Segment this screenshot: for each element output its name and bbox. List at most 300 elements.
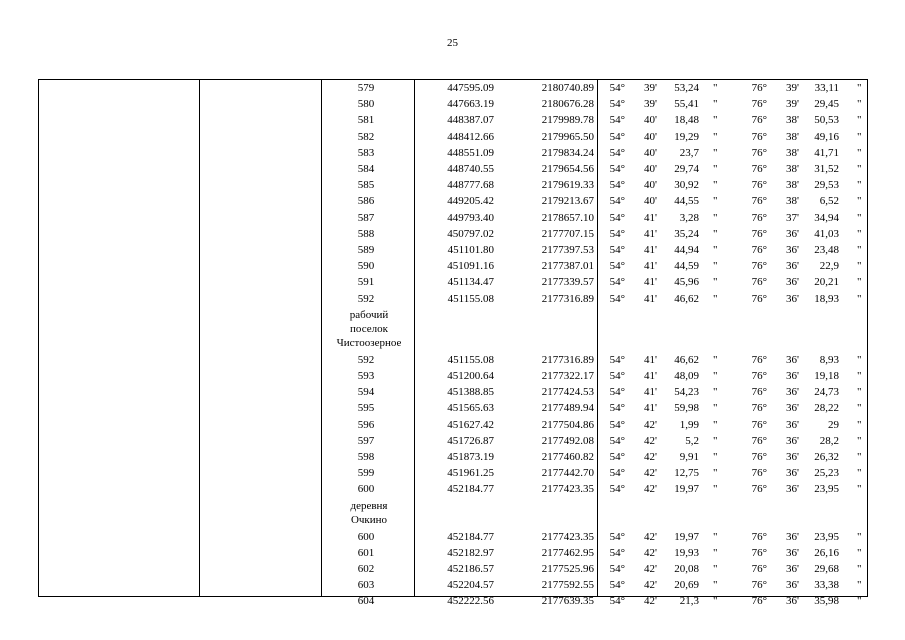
coordinates-table xyxy=(38,79,868,608)
coord-x: 451101.80 xyxy=(447,244,494,256)
latitude-seconds-mark: " xyxy=(713,563,718,575)
latitude-seconds: 19,97 xyxy=(674,483,699,496)
latitude-minutes: 40' xyxy=(644,195,657,208)
longitude-seconds-mark: " xyxy=(857,146,862,159)
longitude-minutes: 38' xyxy=(786,114,799,127)
latitude-seconds-mark: " xyxy=(713,98,718,111)
longitude-minutes: 36' xyxy=(786,467,799,480)
table-row xyxy=(39,161,867,177)
longitude-seconds-mark: " xyxy=(857,260,862,273)
latitude-degrees: 54° xyxy=(609,244,625,256)
latitude-seconds: 45,96 xyxy=(674,276,699,289)
longitude-minutes: 36' xyxy=(786,434,799,447)
longitude-degrees: 76° xyxy=(751,563,767,575)
coord-y: 2178657.10 xyxy=(541,211,594,224)
latitude-minutes: 42' xyxy=(644,579,657,592)
longitude-seconds-mark: " xyxy=(857,530,862,543)
table-row xyxy=(39,417,867,433)
latitude-seconds: 5,2 xyxy=(685,434,699,447)
point-number: 604 xyxy=(357,595,375,608)
latitude-minutes: 42' xyxy=(644,451,657,463)
table-row xyxy=(39,291,867,307)
longitude-degrees: 76° xyxy=(751,386,767,399)
longitude-seconds-mark: " xyxy=(857,467,862,480)
latitude-minutes: 41' xyxy=(644,260,657,273)
longitude-seconds: 19,18 xyxy=(814,370,839,382)
table-row xyxy=(39,433,867,449)
point-number: 595 xyxy=(357,402,375,415)
longitude-minutes: 39' xyxy=(786,82,799,94)
coord-x: 448387.07 xyxy=(447,114,494,127)
longitude-degrees: 76° xyxy=(751,260,767,273)
latitude-seconds-mark: " xyxy=(713,163,718,175)
coord-y: 2179654.56 xyxy=(541,163,594,175)
latitude-seconds-mark: " xyxy=(713,370,718,382)
latitude-seconds: 46,62 xyxy=(674,353,699,366)
coord-x: 452182.97 xyxy=(447,546,494,559)
longitude-seconds: 29,45 xyxy=(814,98,839,111)
table-row xyxy=(39,96,867,112)
longitude-degrees: 76° xyxy=(751,451,767,463)
coord-y: 2177460.82 xyxy=(541,451,594,463)
coord-y: 2179213.67 xyxy=(541,195,594,208)
latitude-degrees: 54° xyxy=(609,402,625,415)
latitude-degrees: 54° xyxy=(609,483,625,496)
latitude-seconds: 53,24 xyxy=(674,82,699,94)
longitude-seconds: 41,71 xyxy=(814,146,839,159)
longitude-seconds-mark: " xyxy=(857,418,862,431)
coord-x: 452186.57 xyxy=(447,563,494,575)
longitude-seconds: 23,95 xyxy=(814,530,839,543)
longitude-seconds-mark: " xyxy=(857,179,862,192)
latitude-degrees: 54° xyxy=(609,195,625,208)
coord-x: 448551.09 xyxy=(447,146,494,159)
latitude-seconds: 20,69 xyxy=(674,579,699,592)
point-number: 596 xyxy=(357,418,375,431)
longitude-seconds: 29,68 xyxy=(814,563,839,575)
coord-y: 2177387.01 xyxy=(541,260,594,273)
coord-x: 451873.19 xyxy=(447,451,494,463)
latitude-minutes: 39' xyxy=(644,98,657,111)
latitude-degrees: 54° xyxy=(609,579,625,592)
longitude-seconds: 26,16 xyxy=(814,546,839,559)
latitude-degrees: 54° xyxy=(609,530,625,543)
longitude-seconds: 35,98 xyxy=(814,595,839,608)
longitude-degrees: 76° xyxy=(751,244,767,256)
latitude-seconds-mark: " xyxy=(713,244,718,256)
table-row xyxy=(39,352,867,368)
page-number: 25 xyxy=(447,37,458,49)
point-number: 582 xyxy=(357,130,375,143)
latitude-seconds: 12,75 xyxy=(674,467,699,480)
longitude-seconds-mark: " xyxy=(857,370,862,382)
point-number: 600 xyxy=(357,483,375,496)
longitude-seconds-mark: " xyxy=(857,434,862,447)
coord-x: 451134.47 xyxy=(447,276,494,289)
latitude-seconds: 19,97 xyxy=(674,530,699,543)
latitude-degrees: 54° xyxy=(609,211,625,224)
longitude-seconds-mark: " xyxy=(857,130,862,143)
latitude-seconds-mark: " xyxy=(713,211,718,224)
table-row xyxy=(39,529,867,545)
table-row xyxy=(39,449,867,465)
longitude-seconds: 25,23 xyxy=(814,467,839,480)
coord-y: 2180676.28 xyxy=(541,98,594,111)
latitude-degrees: 54° xyxy=(609,146,625,159)
longitude-minutes: 36' xyxy=(786,370,799,382)
latitude-degrees: 54° xyxy=(609,260,625,273)
longitude-seconds: 20,21 xyxy=(814,276,839,289)
coord-y: 2177639.35 xyxy=(541,595,594,608)
coord-y: 2177462.95 xyxy=(541,546,594,559)
latitude-minutes: 41' xyxy=(644,292,657,305)
table-row xyxy=(39,465,867,481)
longitude-degrees: 76° xyxy=(751,276,767,289)
longitude-degrees: 76° xyxy=(751,418,767,431)
settlement-label-line: Чистоозерное xyxy=(336,336,402,349)
coord-x: 449205.42 xyxy=(447,195,494,208)
table-row xyxy=(39,129,867,145)
latitude-degrees: 54° xyxy=(609,546,625,559)
coord-y: 2177504.86 xyxy=(541,418,594,431)
longitude-degrees: 76° xyxy=(751,370,767,382)
coord-y: 2177316.89 xyxy=(541,353,594,366)
point-number: 588 xyxy=(357,227,375,240)
latitude-minutes: 40' xyxy=(644,130,657,143)
latitude-minutes: 42' xyxy=(644,434,657,447)
latitude-degrees: 54° xyxy=(609,179,625,192)
longitude-minutes: 36' xyxy=(786,244,799,256)
latitude-seconds-mark: " xyxy=(713,434,718,447)
longitude-degrees: 76° xyxy=(751,402,767,415)
longitude-degrees: 76° xyxy=(751,179,767,192)
coord-x: 451565.63 xyxy=(447,402,494,415)
latitude-minutes: 40' xyxy=(644,163,657,175)
longitude-degrees: 76° xyxy=(751,467,767,480)
latitude-seconds-mark: " xyxy=(713,195,718,208)
latitude-degrees: 54° xyxy=(609,467,625,480)
coord-y: 2180740.89 xyxy=(541,82,594,94)
latitude-seconds: 19,29 xyxy=(674,130,699,143)
longitude-seconds-mark: " xyxy=(857,227,862,240)
latitude-minutes: 41' xyxy=(644,276,657,289)
table-row xyxy=(39,226,867,242)
longitude-seconds: 49,16 xyxy=(814,130,839,143)
coord-x: 451961.25 xyxy=(447,467,494,480)
latitude-minutes: 41' xyxy=(644,227,657,240)
point-number: 583 xyxy=(357,146,375,159)
coord-y: 2179989.78 xyxy=(541,114,594,127)
latitude-degrees: 54° xyxy=(609,563,625,575)
point-number: 598 xyxy=(357,451,375,463)
latitude-seconds: 30,92 xyxy=(674,179,699,192)
longitude-seconds: 26,32 xyxy=(814,451,839,463)
point-number: 602 xyxy=(357,563,375,575)
coord-y: 2179619.33 xyxy=(541,179,594,192)
latitude-minutes: 42' xyxy=(644,546,657,559)
coord-x: 447595.09 xyxy=(447,82,494,94)
longitude-seconds: 28,2 xyxy=(819,434,839,447)
latitude-seconds-mark: " xyxy=(713,353,718,366)
table-row xyxy=(39,193,867,209)
latitude-seconds: 18,48 xyxy=(674,114,699,127)
point-number: 600 xyxy=(357,530,375,543)
point-number: 601 xyxy=(357,546,375,559)
longitude-minutes: 36' xyxy=(786,530,799,543)
longitude-seconds-mark: " xyxy=(857,386,862,399)
latitude-seconds: 3,28 xyxy=(679,211,699,224)
longitude-degrees: 76° xyxy=(751,353,767,366)
latitude-seconds-mark: " xyxy=(713,467,718,480)
latitude-seconds-mark: " xyxy=(713,530,718,543)
point-number: 590 xyxy=(357,260,375,273)
coord-y: 2177525.96 xyxy=(541,563,594,575)
longitude-seconds: 8,93 xyxy=(819,353,839,366)
coord-y: 2177489.94 xyxy=(541,402,594,415)
coord-x: 452184.77 xyxy=(447,530,494,543)
latitude-seconds: 54,23 xyxy=(674,386,699,399)
settlement-label-line: Очкино xyxy=(350,513,388,526)
longitude-seconds-mark: " xyxy=(857,353,862,366)
point-number: 580 xyxy=(357,98,375,111)
coord-x: 452204.57 xyxy=(447,579,494,592)
latitude-minutes: 42' xyxy=(644,595,657,608)
latitude-seconds-mark: " xyxy=(713,82,718,94)
latitude-degrees: 54° xyxy=(609,98,625,111)
latitude-minutes: 42' xyxy=(644,467,657,480)
longitude-seconds: 31,52 xyxy=(814,163,839,175)
longitude-degrees: 76° xyxy=(751,227,767,240)
latitude-seconds: 59,98 xyxy=(674,402,699,415)
latitude-degrees: 54° xyxy=(609,418,625,431)
coord-y: 2177397.53 xyxy=(541,244,594,256)
longitude-seconds: 18,93 xyxy=(814,292,839,305)
longitude-degrees: 76° xyxy=(751,579,767,592)
point-number: 597 xyxy=(357,434,375,447)
latitude-minutes: 41' xyxy=(644,370,657,382)
table-row xyxy=(39,545,867,561)
coord-y: 2177424.53 xyxy=(541,386,594,399)
coord-y: 2177592.55 xyxy=(541,579,594,592)
longitude-minutes: 38' xyxy=(786,146,799,159)
longitude-seconds: 23,48 xyxy=(814,244,839,256)
point-number: 594 xyxy=(357,386,375,399)
coord-x: 451091.16 xyxy=(447,260,494,273)
longitude-degrees: 76° xyxy=(751,530,767,543)
latitude-seconds-mark: " xyxy=(713,386,718,399)
settlement-label-line: рабочий xyxy=(349,308,389,321)
coord-x: 448740.55 xyxy=(447,163,494,175)
table-row xyxy=(39,400,867,416)
longitude-minutes: 38' xyxy=(786,163,799,175)
point-number: 591 xyxy=(357,276,375,289)
latitude-minutes: 41' xyxy=(644,386,657,399)
latitude-seconds: 48,09 xyxy=(674,370,699,382)
longitude-minutes: 38' xyxy=(786,179,799,192)
coord-x: 451388.85 xyxy=(447,386,494,399)
longitude-degrees: 76° xyxy=(751,114,767,127)
longitude-minutes: 36' xyxy=(786,418,799,431)
table-row xyxy=(39,80,867,96)
point-number: 581 xyxy=(357,114,375,127)
latitude-seconds-mark: " xyxy=(713,130,718,143)
longitude-minutes: 36' xyxy=(786,546,799,559)
longitude-seconds: 6,52 xyxy=(819,195,839,208)
coord-y: 2177316.89 xyxy=(541,292,594,305)
coord-x: 447663.19 xyxy=(447,98,494,111)
longitude-seconds: 29,53 xyxy=(814,179,839,192)
coord-x: 451155.08 xyxy=(447,353,494,366)
latitude-seconds: 55,41 xyxy=(674,98,699,111)
latitude-seconds: 35,24 xyxy=(674,227,699,240)
point-number: 586 xyxy=(357,195,375,208)
latitude-seconds-mark: " xyxy=(713,483,718,496)
table-row xyxy=(39,593,867,609)
latitude-degrees: 54° xyxy=(609,130,625,143)
longitude-minutes: 36' xyxy=(786,353,799,366)
longitude-minutes: 36' xyxy=(786,483,799,496)
latitude-seconds: 19,93 xyxy=(674,546,699,559)
coord-x: 452184.77 xyxy=(447,483,494,496)
coord-y: 2177423.35 xyxy=(541,530,594,543)
longitude-degrees: 76° xyxy=(751,130,767,143)
longitude-seconds: 23,95 xyxy=(814,483,839,496)
longitude-seconds-mark: " xyxy=(857,114,862,127)
coord-y: 2177707.15 xyxy=(541,227,594,240)
coord-x: 452222.56 xyxy=(447,595,494,608)
point-number: 603 xyxy=(357,579,375,592)
latitude-seconds-mark: " xyxy=(713,260,718,273)
coord-y: 2177492.08 xyxy=(541,434,594,447)
longitude-seconds-mark: " xyxy=(857,163,862,175)
longitude-degrees: 76° xyxy=(751,211,767,224)
longitude-degrees: 76° xyxy=(751,292,767,305)
longitude-seconds-mark: " xyxy=(857,195,862,208)
latitude-degrees: 54° xyxy=(609,434,625,447)
table-row xyxy=(39,145,867,161)
coord-x: 449793.40 xyxy=(447,211,494,224)
latitude-seconds-mark: " xyxy=(713,418,718,431)
longitude-minutes: 36' xyxy=(786,227,799,240)
longitude-seconds-mark: " xyxy=(857,402,862,415)
longitude-minutes: 36' xyxy=(786,276,799,289)
latitude-minutes: 40' xyxy=(644,179,657,192)
latitude-seconds-mark: " xyxy=(713,546,718,559)
latitude-seconds: 21,3 xyxy=(679,595,699,608)
latitude-degrees: 54° xyxy=(609,353,625,366)
latitude-seconds-mark: " xyxy=(713,179,718,192)
coord-x: 451200.64 xyxy=(447,370,494,382)
latitude-seconds-mark: " xyxy=(713,595,718,608)
latitude-minutes: 42' xyxy=(644,563,657,575)
coord-x: 451627.42 xyxy=(447,418,494,431)
latitude-seconds-mark: " xyxy=(713,402,718,415)
longitude-seconds-mark: " xyxy=(857,451,862,463)
latitude-minutes: 39' xyxy=(644,82,657,94)
latitude-degrees: 54° xyxy=(609,114,625,127)
longitude-minutes: 38' xyxy=(786,195,799,208)
latitude-seconds-mark: " xyxy=(713,227,718,240)
point-number: 579 xyxy=(357,82,375,94)
longitude-seconds: 41,03 xyxy=(814,227,839,240)
table-row xyxy=(39,481,867,497)
latitude-degrees: 54° xyxy=(609,370,625,382)
latitude-seconds: 44,55 xyxy=(674,195,699,208)
table-row xyxy=(39,561,867,577)
point-number: 585 xyxy=(357,179,375,192)
longitude-minutes: 36' xyxy=(786,595,799,608)
latitude-minutes: 42' xyxy=(644,530,657,543)
latitude-seconds: 29,74 xyxy=(674,163,699,175)
point-number: 589 xyxy=(357,244,375,256)
longitude-seconds-mark: " xyxy=(857,546,862,559)
point-number: 593 xyxy=(357,370,375,382)
settlement-label xyxy=(324,499,414,527)
latitude-seconds-mark: " xyxy=(713,451,718,463)
latitude-seconds-mark: " xyxy=(713,146,718,159)
latitude-minutes: 42' xyxy=(644,483,657,496)
coord-x: 448412.66 xyxy=(447,130,494,143)
table-row xyxy=(39,258,867,274)
coord-y: 2179834.24 xyxy=(541,146,594,159)
settlement-label-line: поселок xyxy=(350,322,388,335)
longitude-seconds-mark: " xyxy=(857,595,862,608)
longitude-seconds: 22,9 xyxy=(819,260,839,273)
longitude-minutes: 38' xyxy=(786,130,799,143)
longitude-seconds-mark: " xyxy=(857,579,862,592)
table-row xyxy=(39,274,867,290)
settlement-label xyxy=(324,308,414,350)
longitude-minutes: 39' xyxy=(786,98,799,111)
coord-y: 2177442.70 xyxy=(541,467,594,480)
point-number: 584 xyxy=(357,163,375,175)
coord-y: 2177322.17 xyxy=(541,370,594,382)
longitude-degrees: 76° xyxy=(751,595,767,608)
latitude-degrees: 54° xyxy=(609,227,625,240)
latitude-seconds: 1,99 xyxy=(679,418,699,431)
table-row xyxy=(39,384,867,400)
point-number: 592 xyxy=(357,353,375,366)
longitude-seconds-mark: " xyxy=(857,563,862,575)
latitude-minutes: 41' xyxy=(644,244,657,256)
latitude-degrees: 54° xyxy=(609,163,625,175)
table-row xyxy=(39,210,867,226)
longitude-degrees: 76° xyxy=(751,163,767,175)
longitude-seconds-mark: " xyxy=(857,82,862,94)
longitude-degrees: 76° xyxy=(751,483,767,496)
longitude-seconds: 33,38 xyxy=(814,579,839,592)
coord-y: 2179965.50 xyxy=(541,130,594,143)
longitude-minutes: 36' xyxy=(786,292,799,305)
longitude-seconds: 29 xyxy=(828,418,839,431)
latitude-degrees: 54° xyxy=(609,595,625,608)
coord-y: 2177423.35 xyxy=(541,483,594,496)
longitude-seconds-mark: " xyxy=(857,244,862,256)
longitude-minutes: 36' xyxy=(786,386,799,399)
latitude-minutes: 40' xyxy=(644,114,657,127)
latitude-seconds: 44,94 xyxy=(674,244,699,256)
latitude-seconds: 23,7 xyxy=(679,146,699,159)
longitude-degrees: 76° xyxy=(751,98,767,111)
latitude-seconds-mark: " xyxy=(713,114,718,127)
longitude-minutes: 36' xyxy=(786,402,799,415)
longitude-minutes: 36' xyxy=(786,260,799,273)
longitude-seconds: 33,11 xyxy=(814,82,839,94)
point-number: 587 xyxy=(357,211,375,224)
latitude-minutes: 41' xyxy=(644,402,657,415)
latitude-degrees: 54° xyxy=(609,82,625,94)
table-row xyxy=(39,368,867,384)
